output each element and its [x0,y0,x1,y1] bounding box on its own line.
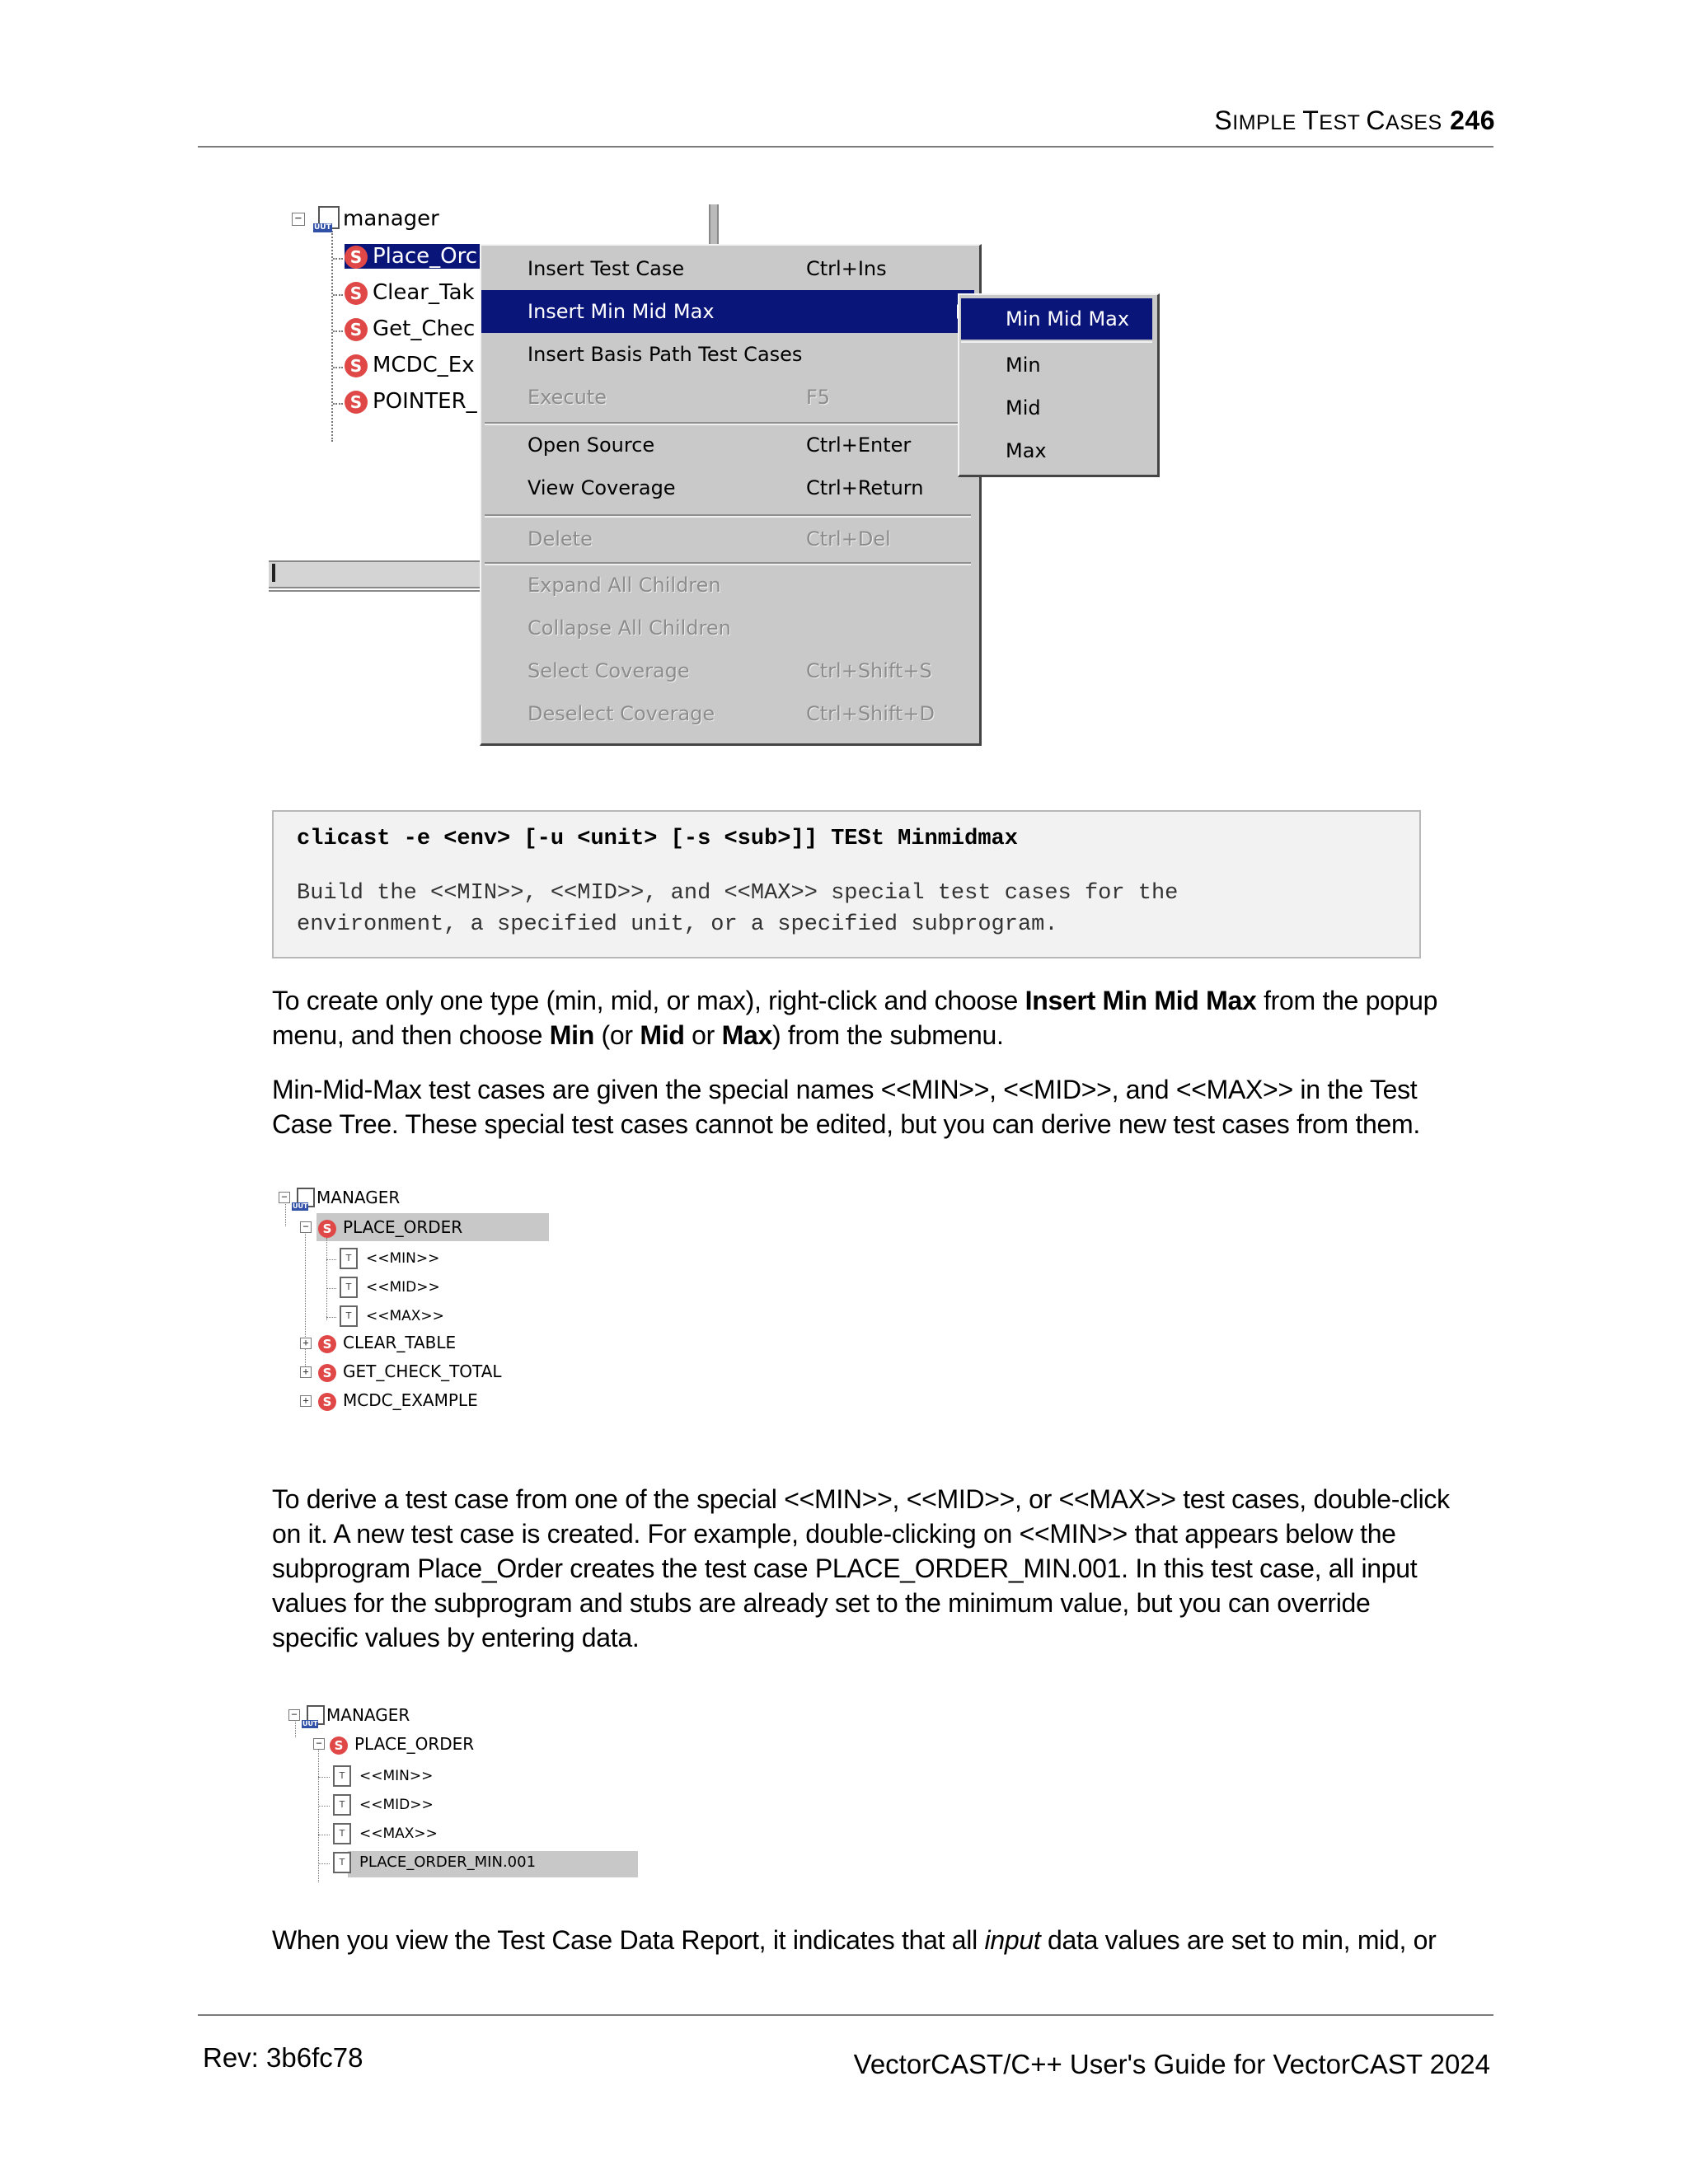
submenu-item-mid[interactable] [961,387,1152,429]
submenu-item-label: Mid [1006,396,1041,419]
menu-item-label: Insert Basis Path Test Cases [528,343,803,366]
submenu-item-label: Max [1006,439,1047,462]
tree-root-manager[interactable] [302,1703,410,1727]
para4-text: When you view the Test Case Data Report, it indicates that all [272,1925,985,1955]
test-case-label: <<MID>> [359,1797,434,1813]
header-title-est: EST [1319,111,1367,134]
menu-item-deselect-coverage[interactable] [481,692,974,735]
tree-item-get-check[interactable] [345,316,475,341]
menu-item-label: Deselect Coverage [528,702,715,725]
paragraph-derive-test-case: To derive a test case from one of the special <<MIN>>, <<MID>>, or <<MAX>> test cases, double-click on it. A new test case is created. For example, double-clicking on <<MIN>> that appears below the subprogram Place_Order creates the test case PLACE_ORDER_MIN.001. In this test case, all input values for the subprogram and stubs are already set to the minimum value, but you can override specific values by entering data. [272,1484,1450,1652]
derived-test-case-screenshot [285,1701,648,1891]
menu-item-shortcut: Ctrl+Enter [806,434,912,457]
menu-item-shortcut: Ctrl+Del [806,527,891,551]
test-case-mid[interactable] [333,1793,434,1817]
para1-text: ) from the submenu. [771,1020,1004,1050]
submenu-item-max[interactable] [961,430,1152,471]
tree-item-clear-table[interactable] [345,280,475,305]
menu-item-shortcut: Ctrl+Ins [806,257,887,280]
collapse-icon[interactable]: − [313,1738,325,1750]
tree-branch [333,330,343,332]
subprogram-icon: S [318,1335,336,1353]
submenu-item-min[interactable] [961,344,1152,386]
test-case-label: <<MIN>> [366,1250,440,1267]
test-case-icon: T [333,1852,351,1873]
menu-item-insert-test-case[interactable] [481,247,974,290]
collapse-icon[interactable]: − [300,1221,312,1233]
splitter-handle[interactable] [709,204,719,246]
menu-item-label: View Coverage [528,476,676,499]
context-menu-screenshot [269,198,1167,750]
tree-item-label: CLEAR_TABLE [343,1333,457,1352]
tree-item-clear-table[interactable] [318,1330,456,1355]
tree-root-label: MANAGER [316,1188,401,1207]
page-number: 246 [1450,105,1495,135]
menu-item-label: Expand All Children [528,574,721,597]
tree-item-label: Get_Chec [373,316,476,341]
tree-item-label: POINTER_ [373,389,477,414]
tree-item-place-order[interactable] [345,244,484,269]
tree-root-manager[interactable] [313,206,439,232]
running-header [1214,105,1495,136]
tree-branch [318,1863,330,1864]
footer-guide-title: VectorCAST/C++ User's Guide for VectorCAST 2024 [853,2049,1490,2079]
test-case-label: <<MID>> [366,1279,440,1296]
menu-item-shortcut: F5 [806,386,831,409]
menu-item-insert-basis-path[interactable] [481,333,974,376]
tree-branch [333,294,343,296]
menu-item-view-coverage[interactable] [481,466,974,509]
tree-guide-line [285,1200,286,1226]
tree-item-label: Clear_Tak [373,280,475,305]
para4-text: data values are set to min, mid, or [1040,1925,1437,1955]
tree-branch [333,367,343,368]
tree-item-label: MCDC_EXAMPLE [343,1390,478,1410]
header-title-cap-c: C [1366,105,1386,135]
tree-branch [326,1259,336,1260]
test-case-max[interactable] [340,1304,444,1329]
test-case-tree-screenshot [275,1183,556,1414]
test-case-icon: T [340,1305,358,1327]
uut-unit-icon: UUT [292,1188,313,1211]
collapse-icon[interactable]: − [292,213,305,226]
menu-item-insert-min-mid-max[interactable] [481,290,974,333]
tree-guide-line [326,1238,327,1320]
paragraph-special-names: Min-Mid-Max test cases are given the special names <<MIN>>, <<MID>>, and <<MAX>> in the Test Case Tree. These special test cases cannot be edited, but you can derive new test cases from them. [272,1075,1420,1139]
test-case-icon: T [333,1823,351,1844]
test-case-min[interactable] [340,1246,439,1271]
para1-bold-max: Max [721,1020,772,1050]
test-case-label: PLACE_ORDER_MIN.001 [359,1854,537,1871]
expand-icon[interactable]: + [300,1395,312,1407]
tree-item-label: MCDC_Ex [373,353,475,377]
paragraph-create-one-type [272,983,1467,1052]
test-case-icon: T [340,1248,358,1269]
tree-item-get-check-total[interactable] [318,1359,502,1384]
menu-item-label: Select Coverage [528,659,690,682]
tree-guide-line [331,231,333,442]
menu-item-label: Execute [528,386,607,409]
test-case-icon: T [333,1794,351,1816]
header-title-imple: IMPLE [1232,111,1303,134]
collapse-icon[interactable]: − [288,1709,300,1721]
menu-item-shortcut: Ctrl+Shift+D [806,702,935,725]
menu-item-label: Delete [528,527,593,551]
tree-branch [326,1288,336,1289]
menu-item-label: Open Source [528,434,655,457]
menu-item-collapse-all[interactable] [481,607,974,649]
para1-text: or [684,1020,722,1050]
tree-root-manager[interactable] [292,1185,400,1210]
uut-unit-icon: UUT [313,206,338,232]
menu-item-select-coverage[interactable] [481,649,974,692]
horizontal-scrollbar[interactable] [269,560,483,588]
tree-guide-line [318,1747,319,1882]
test-case-max[interactable] [333,1821,438,1846]
para4-italic-input: input [984,1925,1041,1955]
test-case-icon: T [333,1765,351,1787]
subprogram-icon: S [330,1736,348,1755]
paragraph-test-case-data-report [272,1923,1467,1957]
collapse-icon[interactable]: − [279,1192,290,1203]
command-box [272,810,1421,958]
header-title-cap-t: T [1302,105,1320,135]
subprogram-icon: S [345,354,368,377]
tree-branch [318,1777,330,1778]
test-case-label: <<MAX>> [366,1308,444,1324]
subprogram-icon: S [345,246,368,269]
tree-item-mcdc-example[interactable] [318,1388,478,1413]
tree-branch [333,258,343,260]
scrollbar-thumb[interactable] [272,564,275,582]
footer-revision: Rev: 3b6fc78 [203,2042,363,2073]
tree-root-label: MANAGER [326,1705,410,1725]
test-case-icon: T [340,1277,358,1298]
uut-unit-icon: UUT [302,1705,323,1728]
para1-bold-mid: Mid [640,1020,685,1050]
tree-item-mcdc[interactable] [345,353,475,377]
clicast-command: clicast -e <env> [-u <unit> [-s <sub>]] TESt Minmidmax [297,827,1018,851]
menu-item-open-source[interactable] [481,424,974,466]
test-case-min[interactable] [333,1764,433,1788]
para1-text: from the popup menu, and then choose [272,986,1438,1050]
test-case-label: <<MAX>> [359,1825,438,1842]
menu-item-shortcut: Ctrl+Return [806,476,924,499]
menu-item-label: Collapse All Children [528,616,731,640]
subprogram-icon: S [318,1220,336,1238]
submenu-separator [961,341,1152,343]
submenu-min-mid-max [958,293,1160,477]
menu-item-shortcut: Ctrl+Shift+S [806,659,932,682]
tree-item-label: GET_CHECK_TOTAL [343,1361,502,1381]
para1-bold-min: Min [549,1020,594,1050]
expand-icon[interactable]: + [300,1338,312,1349]
submenu-item-label: Min [1006,354,1041,377]
para1-bold-menu: Insert Min Mid Max [1025,986,1257,1015]
test-case-label: <<MIN>> [359,1768,434,1784]
menu-item-delete[interactable] [481,518,974,560]
subprogram-icon: S [318,1364,336,1382]
subprogram-icon: S [345,318,368,341]
tree-root-label: manager [343,206,439,232]
command-description: Build the <<MIN>>, <<MID>>, and <<MAX>> special test cases for the environment, a specified unit, or a specified subprogram. [297,881,1179,937]
tree-branch [326,1317,336,1318]
header-title-ases: ASES [1386,111,1442,134]
context-menu [480,244,982,746]
para1-text: To create only one type (min, mid, or max), right-click and choose [272,986,1025,1015]
menu-item-label: Insert Test Case [528,257,685,280]
menu-item-execute[interactable] [481,376,974,419]
submenu-item-min-mid-max[interactable] [961,298,1152,340]
tree-item-label: Place_Orc [373,244,478,269]
tree-branch [318,1806,330,1807]
submenu-item-label: Min Mid Max [1006,307,1130,330]
footer-rule [198,2014,1493,2016]
tree-item-place-order[interactable] [318,1215,462,1240]
menu-item-expand-all[interactable] [481,564,974,607]
expand-icon[interactable]: + [300,1366,312,1378]
tree-item-label: PLACE_ORDER [343,1217,463,1237]
subprogram-icon: S [318,1393,336,1411]
test-case-place-order-min-001[interactable] [333,1850,536,1875]
subprogram-icon: S [345,391,368,414]
header-rule [198,146,1493,148]
panel-divider [269,590,483,595]
tree-branch [333,403,343,405]
tree-item-label: PLACE_ORDER [354,1734,475,1754]
tree-item-place-order[interactable] [330,1732,474,1756]
menu-item-label: Insert Min Mid Max [528,300,715,323]
tree-item-pointer[interactable] [345,389,477,414]
header-title-cap-s: S [1214,105,1233,135]
test-case-mid[interactable] [340,1275,440,1300]
para1-text: (or [593,1020,640,1050]
subprogram-icon: S [345,282,368,305]
